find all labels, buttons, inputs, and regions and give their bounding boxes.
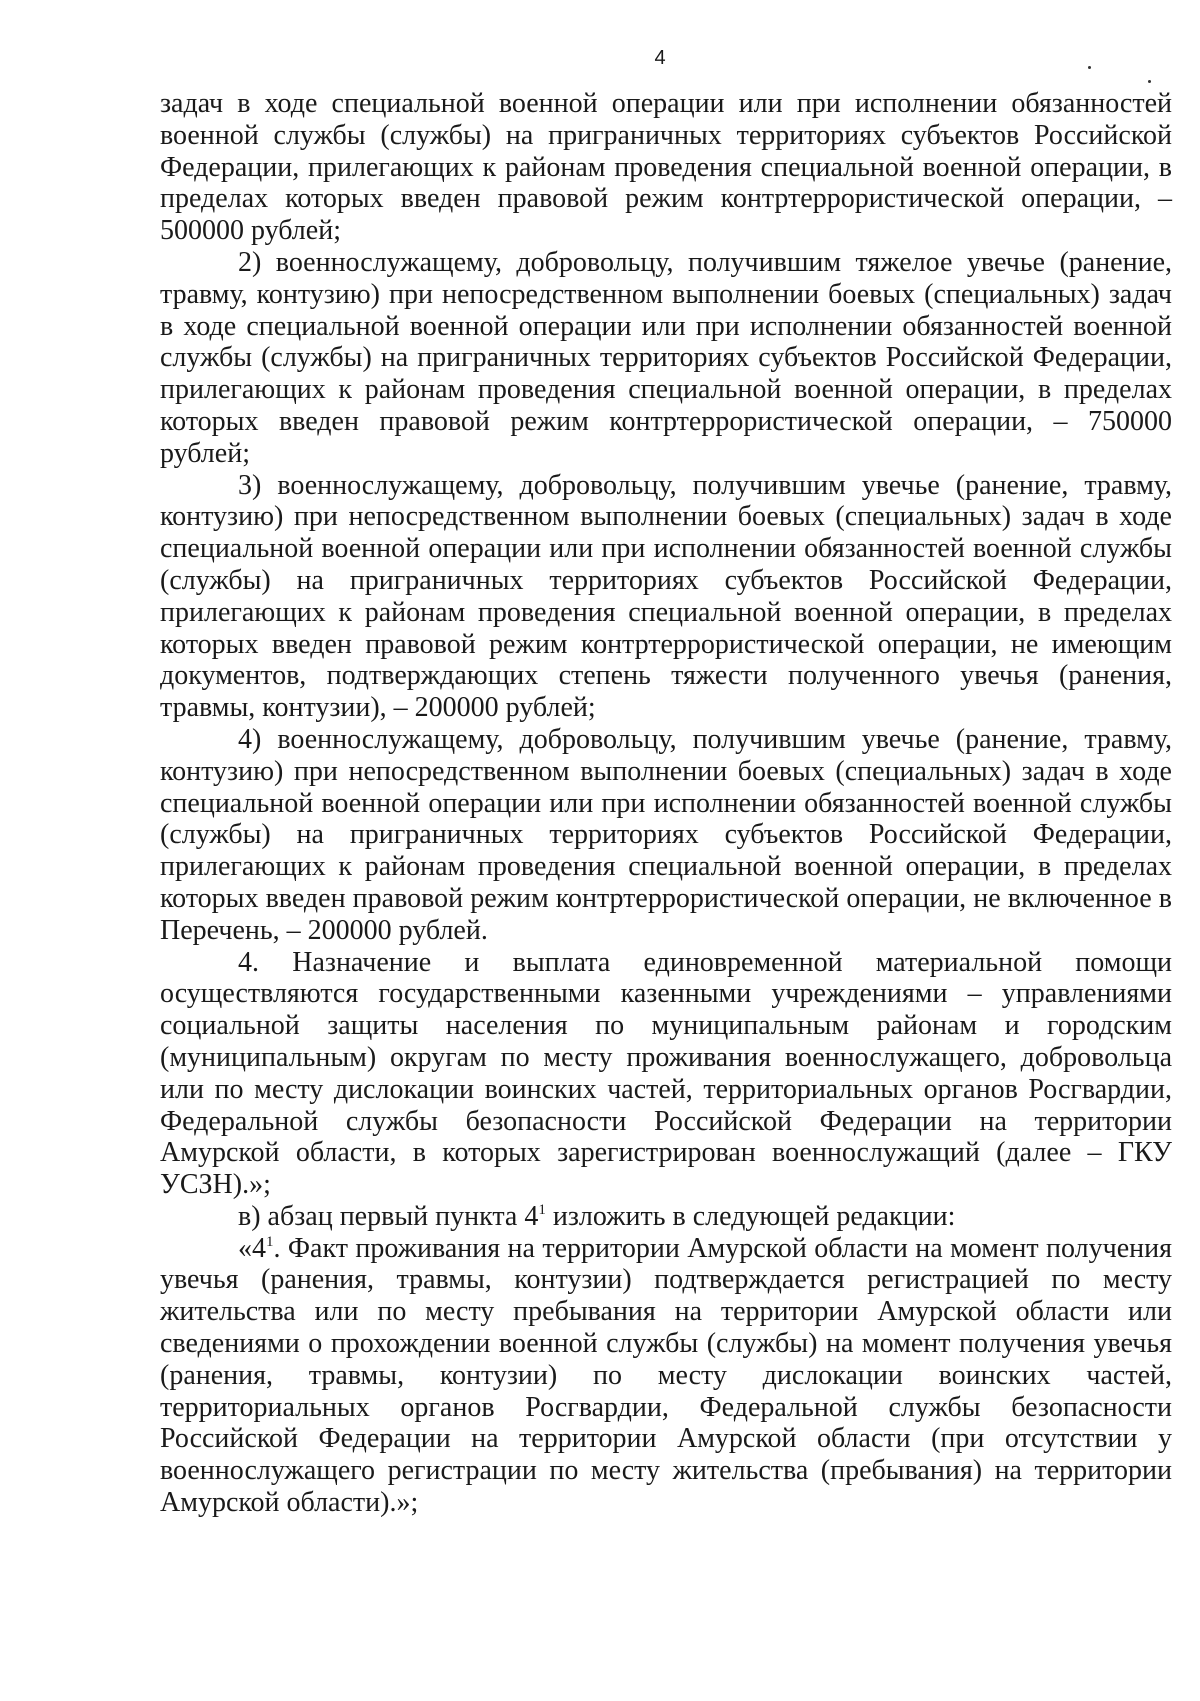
superscript: 1: [266, 1233, 274, 1250]
paragraph-point-4: 4. Назначение и выплата единовременной материальной помощи осуществляются государственными казенными учреждениями – управлениями социальной защиты населения по муниципальным районам и городским (муниципальным) округам по месту проживания военнослужащего, добровольца или по месту дислокации воинских частей, территориальных органов Росгвардии, Федеральной службы безопасности Российской Федерации на территории Амурской области, в которых зарегистрирован военнослужащий (далее – ГКУ УСЗН).»;: [160, 946, 1172, 1201]
page-number: 4: [654, 47, 666, 69]
paragraph-continuation: задач в ходе специальной военной операции или при исполнении обязанностей военной службы (службы) на приграничных территориях субъектов Российской Федерации, прилегающих к районам проведения специальной военной операции, в пределах которых введен правовой режим контртеррористической операции, – 500000 рублей;: [160, 88, 1172, 247]
superscript: 1: [538, 1201, 546, 1218]
point-4-1-text-after: . Факт проживания на территории Амурской области на момент получения увечья (ранения, травмы, контузии) подтверждается регистрацией по месту жительства или по месту пребывания на территории Амурской области или сведениями о прохождении военной службы (службы) на момент получения увечья (ранения, травмы, контузии) по месту дислокации воинских частей, территориальных органов Росгвардии, Федеральной службы безопасности Российской Федерации на территории Амурской области (при отсутствии у военнослужащего регистрации по месту жительства (пребывания) на территории Амурской области).»;: [160, 1232, 1172, 1519]
paragraph-amendment-v: [160, 1201, 1172, 1233]
amendment-v-text-before: в) абзац первый пункта 4: [238, 1200, 539, 1232]
paragraph-item-3: 3) военнослужащему, добровольцу, получившим увечье (ранение, травму, контузию) при непосредственном выполнении боевых (специальных) задач в ходе специальной военной операции или при исполнении обязанностей военной службы (службы) на приграничных территориях субъектов Российской Федерации, прилегающих к районам проведения специальной военной операции, в пределах которых введен правовой режим контртеррористической операции, не имеющим документов, подтверждающих степень тяжести полученного увечья (ранения, травмы, контузии), – 200000 рублей;: [160, 469, 1172, 724]
scan-speck: [1088, 66, 1091, 69]
paragraph-item-4: 4) военнослужащему, добровольцу, получившим увечье (ранение, травму, контузию) при непосредственном выполнении боевых (специальных) задач в ходе специальной военной операции или при исполнении обязанностей военной службы (службы) на приграничных территориях субъектов Российской Федерации, прилегающих к районам проведения специальной военной операции, в пределах которых введен правовой режим контртеррористической операции, не включенное в Перечень, – 200000 рублей.: [160, 723, 1172, 946]
scan-speck: [1148, 80, 1151, 83]
paragraph-item-2: 2) военнослужащему, добровольцу, получившим тяжелое увечье (ранение, травму, контузию) при непосредственном выполнении боевых (специальных) задач в ходе специальной военной операции или при исполнении обязанностей военной службы (службы) на приграничных территориях субъектов Российской Федерации, прилегающих к районам проведения специальной военной операции, в пределах которых введен правовой режим контртеррористической операции, – 750000 рублей;: [160, 246, 1172, 469]
document-body: [160, 88, 1172, 1519]
amendment-v-text-after: изложить в следующей редакции:: [545, 1200, 956, 1232]
paragraph-point-4-1: [160, 1233, 1172, 1519]
point-4-1-text-before: «4: [238, 1232, 266, 1264]
